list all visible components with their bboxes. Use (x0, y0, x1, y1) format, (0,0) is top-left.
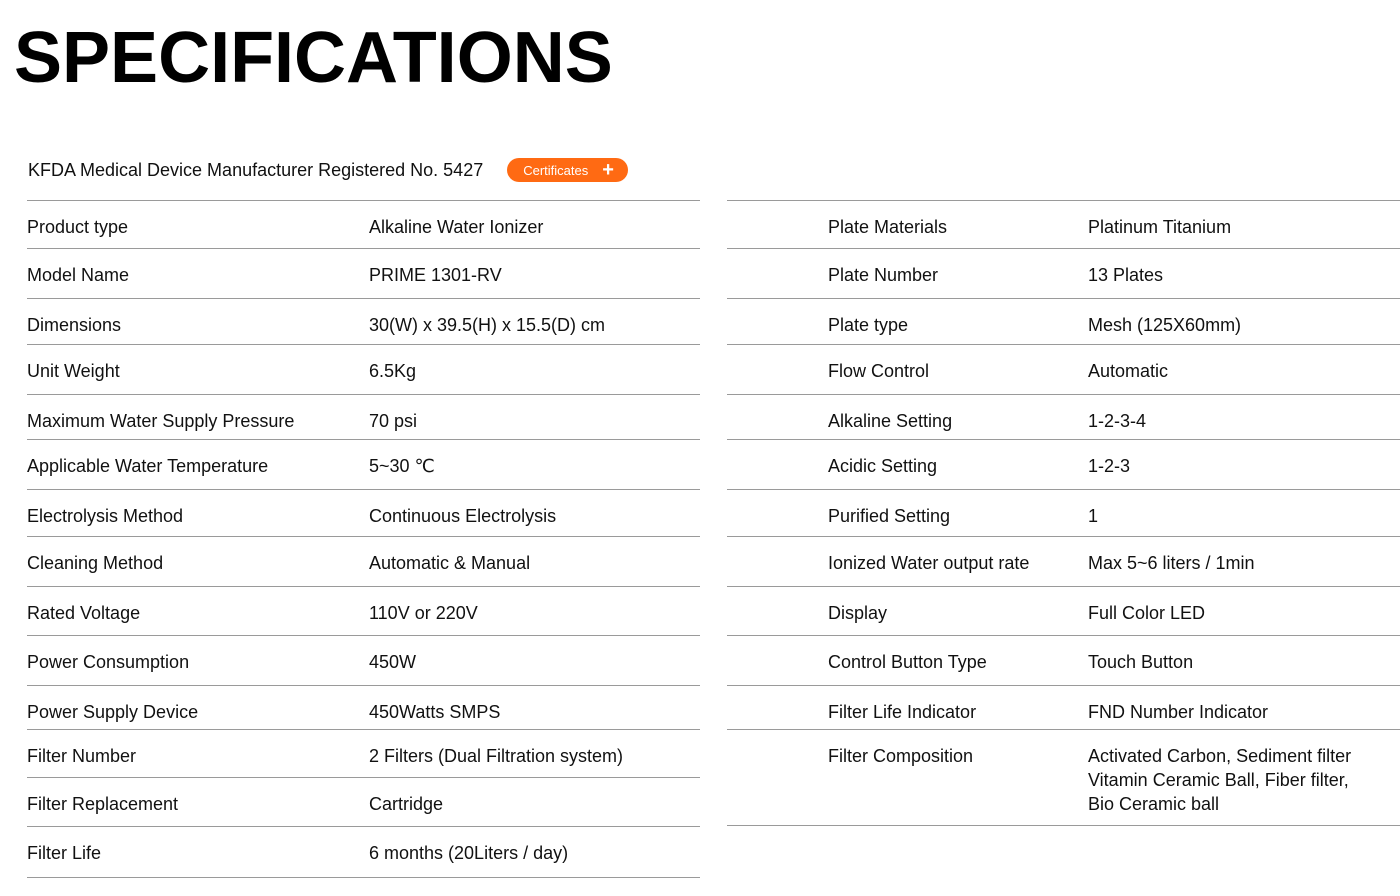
spec-label: Alkaline Setting (828, 411, 953, 431)
spec-value: 450Watts SMPS (369, 702, 501, 722)
spec-value: 5~30 ℃ (369, 456, 435, 476)
spec-row (727, 730, 1400, 826)
specs-table-right (727, 200, 1400, 826)
spec-label: Model Name (27, 265, 130, 285)
spec-label: Plate Materials (828, 217, 948, 237)
spec-value: Alkaline Water Ionizer (369, 217, 544, 237)
spec-value: 6 months (20Liters / day) (369, 843, 569, 863)
spec-row (27, 345, 700, 395)
spec-value: 6.5Kg (369, 361, 417, 381)
spec-value: 70 psi (369, 411, 418, 431)
spec-value: 2 Filters (Dual Filtration system) (369, 746, 624, 766)
page-title: SPECIFICATIONS (14, 18, 613, 98)
spec-value: 110V or 220V (369, 603, 478, 623)
spec-label: Unit Weight (27, 361, 120, 381)
spec-value: Continuous Electrolysis (369, 506, 557, 526)
spec-label: Electrolysis Method (27, 506, 184, 526)
spec-row (27, 490, 700, 537)
certificates-button[interactable] (507, 158, 628, 182)
spec-label: Rated Voltage (27, 603, 141, 623)
spec-label: Plate type (828, 315, 909, 335)
spec-value: Full Color LED (1088, 603, 1206, 623)
spec-row (727, 587, 1400, 636)
spec-value: 450W (369, 652, 417, 672)
spec-row (27, 778, 700, 827)
spec-row (727, 201, 1400, 249)
spec-label: Plate Number (828, 265, 939, 285)
spec-label: Power Consumption (27, 652, 190, 672)
spec-label: Flow Control (828, 361, 930, 381)
spec-label: Applicable Water Temperature (27, 456, 269, 476)
spec-row (727, 537, 1400, 587)
spec-value: Activated Carbon, Sediment filter Vitamin Ceramic Ball, Fiber filter, Bio Ceramic ball (1088, 746, 1352, 814)
spec-row (27, 730, 700, 778)
spec-value: Max 5~6 liters / 1min (1088, 553, 1255, 573)
spec-label: Purified Setting (828, 506, 951, 526)
spec-row (727, 490, 1400, 537)
spec-value: 1-2-3-4 (1088, 411, 1147, 431)
spec-row (727, 686, 1400, 730)
spec-label: Power Supply Device (27, 702, 199, 722)
spec-row (27, 827, 700, 878)
plus-icon: + (602, 159, 614, 181)
registration-row (28, 155, 628, 185)
spec-value: Touch Button (1088, 652, 1194, 672)
spec-label: Filter Life (27, 843, 102, 863)
spec-label: Filter Composition (828, 746, 974, 766)
spec-value: Platinum Titanium (1088, 217, 1232, 237)
spec-label: Product type (27, 217, 129, 237)
spec-value: PRIME 1301-RV (369, 265, 502, 285)
spec-row (727, 345, 1400, 395)
spec-label: Maximum Water Supply Pressure (27, 411, 295, 431)
spec-row (27, 395, 700, 440)
spec-value: 1 (1088, 506, 1099, 526)
spec-row (27, 686, 700, 730)
spec-row (27, 249, 700, 299)
spec-label: Control Button Type (828, 652, 987, 672)
spec-value: FND Number Indicator (1088, 702, 1269, 722)
spec-value: Mesh (125X60mm) (1088, 315, 1242, 335)
spec-value: 1-2-3 (1088, 456, 1131, 476)
spec-value: Automatic (1088, 361, 1169, 381)
spec-value: Automatic & Manual (369, 553, 531, 573)
spec-row (727, 299, 1400, 345)
spec-row (727, 249, 1400, 299)
spec-row (27, 636, 700, 686)
spec-value: 30(W) x 39.5(H) x 15.5(D) cm (369, 315, 606, 335)
spec-row (27, 587, 700, 636)
spec-label: Ionized Water output rate (828, 553, 1030, 573)
registration-text: KFDA Medical Device Manufacturer Registered No. 5427 (28, 159, 484, 180)
spec-value: 13 Plates (1088, 265, 1164, 285)
spec-label: Dimensions (27, 315, 122, 335)
spec-row (27, 440, 700, 490)
spec-row (27, 537, 700, 587)
spec-label: Filter Life Indicator (828, 702, 977, 722)
spec-value: Cartridge (369, 794, 444, 814)
spec-row (727, 636, 1400, 686)
spec-label: Display (828, 603, 888, 623)
certificates-button-label: Certificates (523, 162, 589, 178)
spec-row (27, 299, 700, 345)
spec-label: Cleaning Method (27, 553, 164, 573)
specs-table-left (27, 200, 700, 878)
spec-row (727, 440, 1400, 490)
spec-row (27, 201, 700, 249)
spec-label: Filter Replacement (27, 794, 179, 814)
spec-label: Filter Number (27, 746, 137, 766)
spec-row (727, 395, 1400, 440)
spec-label: Acidic Setting (828, 456, 938, 476)
